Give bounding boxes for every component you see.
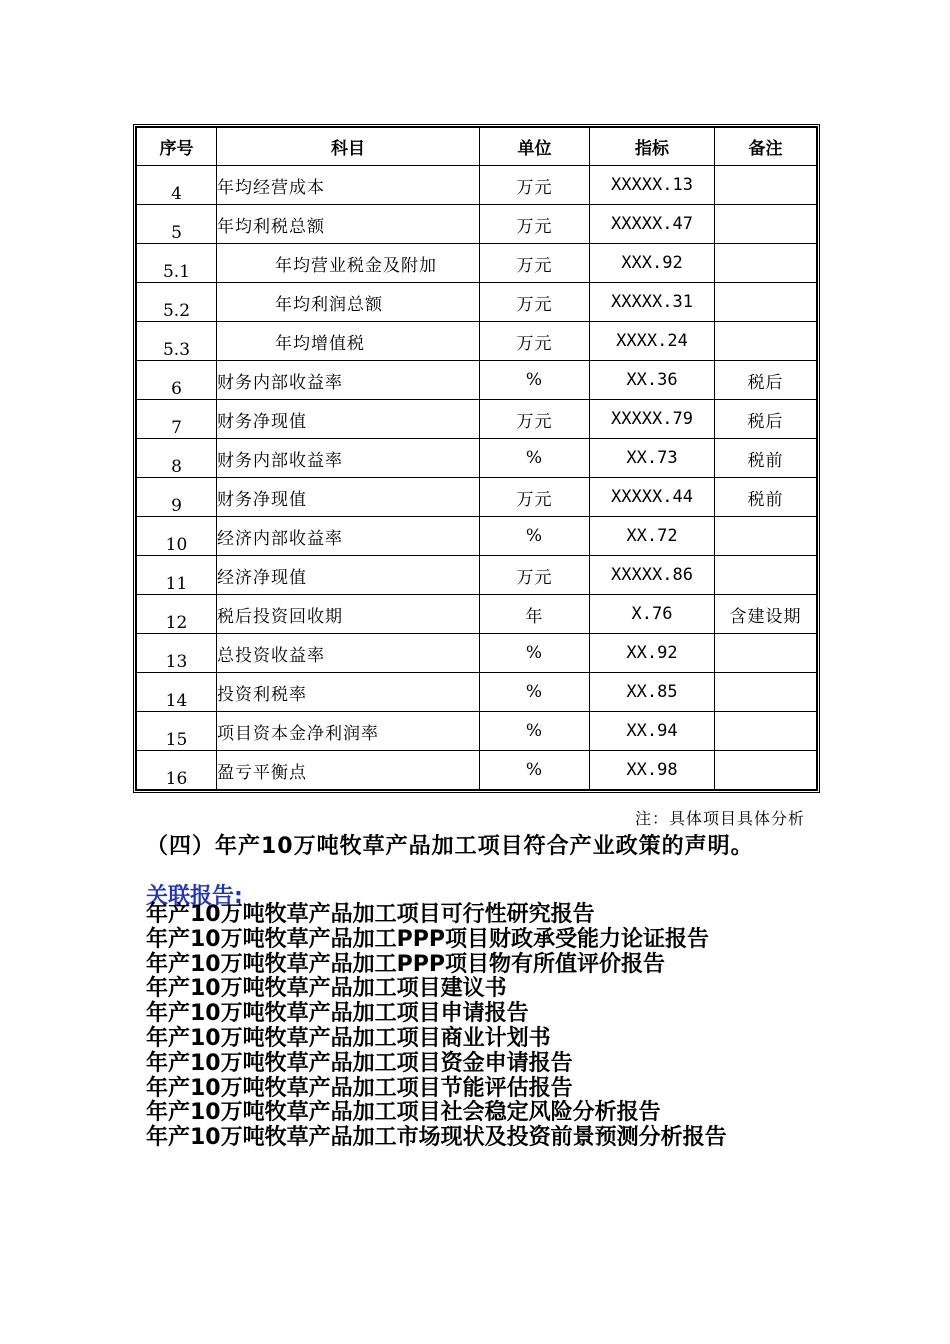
row-value: XX.72: [590, 517, 715, 556]
table-row: [137, 205, 817, 244]
row-unit: 万元: [480, 166, 590, 205]
row-unit: %: [480, 439, 590, 478]
row-note: [715, 322, 817, 361]
table-row: [137, 322, 817, 361]
row-unit: 万元: [480, 244, 590, 283]
table-footnote: 注：具体项目具体分析: [634, 809, 805, 828]
row-item: 税后投资回收期: [217, 595, 480, 634]
table-row: [137, 595, 817, 634]
row-number: 8: [137, 439, 217, 478]
row-item: 年均营业税金及附加: [217, 244, 480, 283]
related-report-link[interactable]: 年产10万吨牧草产品加工项目建议书: [146, 976, 507, 1002]
row-value: XXXX.24: [590, 322, 715, 361]
table-row: [137, 166, 817, 205]
related-report-link[interactable]: 年产10万吨牧草产品加工PPP项目财政承受能力论证报告: [146, 926, 709, 952]
table-row: [137, 244, 817, 283]
row-number: 12: [137, 595, 217, 634]
row-unit: 万元: [480, 283, 590, 322]
row-number: 5.2: [137, 283, 217, 322]
row-value: XX.92: [590, 634, 715, 673]
related-report-link[interactable]: 年产10万吨牧草产品加工项目商业计划书: [146, 1025, 551, 1051]
row-number: 7: [137, 400, 217, 439]
row-unit: 万元: [480, 400, 590, 439]
header-note: 备注: [715, 128, 817, 166]
table-row: [137, 400, 817, 439]
row-value: XX.98: [590, 751, 715, 790]
row-number: 5: [137, 205, 217, 244]
row-item: 财务净现值: [217, 400, 480, 439]
row-number: 6: [137, 361, 217, 400]
row-value: XXXXX.79: [590, 400, 715, 439]
row-unit: 万元: [480, 205, 590, 244]
row-note: [715, 205, 817, 244]
related-reports-title: 关联报告:: [146, 884, 243, 909]
related-report-link[interactable]: 年产10万吨牧草产品加工项目社会稳定风险分析报告: [146, 1100, 661, 1126]
table-row: [137, 439, 817, 478]
related-report-link[interactable]: 年产10万吨牧草产品加工PPP项目物有所值评价报告: [146, 951, 665, 977]
related-report-link[interactable]: 年产10万吨牧草产品加工项目节能评估报告: [146, 1075, 573, 1101]
row-note: [715, 751, 817, 790]
header-no: 序号: [137, 128, 217, 166]
row-number: 16: [137, 751, 217, 790]
row-item: 财务内部收益率: [217, 439, 480, 478]
financial-indicators-table: [136, 127, 817, 790]
row-note: [715, 517, 817, 556]
row-number: 5.3: [137, 322, 217, 361]
row-value: XXX.92: [590, 244, 715, 283]
row-unit: 万元: [480, 322, 590, 361]
row-value: XX.73: [590, 439, 715, 478]
row-note: [715, 712, 817, 751]
row-value: XXXXX.44: [590, 478, 715, 517]
table-row: [137, 283, 817, 322]
row-item: 投资利税率: [217, 673, 480, 712]
row-note: [715, 556, 817, 595]
row-note: 税前: [715, 439, 817, 478]
row-note: [715, 673, 817, 712]
policy-statement-heading: （四）年产10万吨牧草产品加工项目符合产业政策的声明。: [146, 834, 754, 859]
header-item: 科目: [217, 128, 480, 166]
row-value: XX.85: [590, 673, 715, 712]
related-report-link[interactable]: 年产10万吨牧草产品加工项目可行性研究报告: [146, 902, 595, 927]
row-item: 年均利润总额: [217, 283, 480, 322]
row-note: [715, 244, 817, 283]
header-unit: 单位: [480, 128, 590, 166]
financial-indicators-table-wrapper: [133, 124, 820, 793]
row-value: XXXXX.13: [590, 166, 715, 205]
table-row: [137, 634, 817, 673]
row-note: 税后: [715, 400, 817, 439]
row-number: 4: [137, 166, 217, 205]
row-unit: %: [480, 673, 590, 712]
table-row: [137, 517, 817, 556]
table-row: [137, 556, 817, 595]
row-unit: 万元: [480, 556, 590, 595]
table-row: [137, 712, 817, 751]
row-item: 盈亏平衡点: [217, 751, 480, 790]
row-value: XXXXX.47: [590, 205, 715, 244]
row-unit: %: [480, 361, 590, 400]
header-value: 指标: [590, 128, 715, 166]
row-number: 11: [137, 556, 217, 595]
row-unit: 万元: [480, 478, 590, 517]
row-number: 15: [137, 712, 217, 751]
related-report-link[interactable]: 年产10万吨牧草产品加工市场现状及投资前景预测分析报告: [146, 1125, 727, 1151]
row-item: 财务净现值: [217, 478, 480, 517]
row-item: 年均经营成本: [217, 166, 480, 205]
table-header-row: [137, 128, 817, 166]
related-report-link[interactable]: 年产10万吨牧草产品加工项目资金申请报告: [146, 1050, 573, 1076]
table-row: [137, 673, 817, 712]
row-item: 年均利税总额: [217, 205, 480, 244]
row-note: 含建设期: [715, 595, 817, 634]
row-item: 年均增值税: [217, 322, 480, 361]
table-row: [137, 751, 817, 790]
row-note: 税前: [715, 478, 817, 517]
row-value: XXXXX.31: [590, 283, 715, 322]
row-number: 13: [137, 634, 217, 673]
row-value: XX.94: [590, 712, 715, 751]
table-row: [137, 478, 817, 517]
row-number: 10: [137, 517, 217, 556]
row-number: 14: [137, 673, 217, 712]
row-value: XX.36: [590, 361, 715, 400]
row-item: 总投资收益率: [217, 634, 480, 673]
row-item: 经济净现值: [217, 556, 480, 595]
row-value: XXXXX.86: [590, 556, 715, 595]
row-item: 财务内部收益率: [217, 361, 480, 400]
row-unit: 年: [480, 595, 590, 634]
row-unit: %: [480, 634, 590, 673]
row-note: [715, 166, 817, 205]
row-number: 5.1: [137, 244, 217, 283]
related-reports-list: [146, 903, 727, 1151]
row-note: 税后: [715, 361, 817, 400]
table-body: [137, 166, 817, 790]
row-item: 经济内部收益率: [217, 517, 480, 556]
row-unit: %: [480, 517, 590, 556]
row-note: [715, 634, 817, 673]
row-value: X.76: [590, 595, 715, 634]
row-number: 9: [137, 478, 217, 517]
row-note: [715, 283, 817, 322]
row-unit: %: [480, 712, 590, 751]
row-item: 项目资本金净利润率: [217, 712, 480, 751]
row-unit: %: [480, 751, 590, 790]
related-report-link[interactable]: 年产10万吨牧草产品加工项目申请报告: [146, 1001, 529, 1027]
table-row: [137, 361, 817, 400]
